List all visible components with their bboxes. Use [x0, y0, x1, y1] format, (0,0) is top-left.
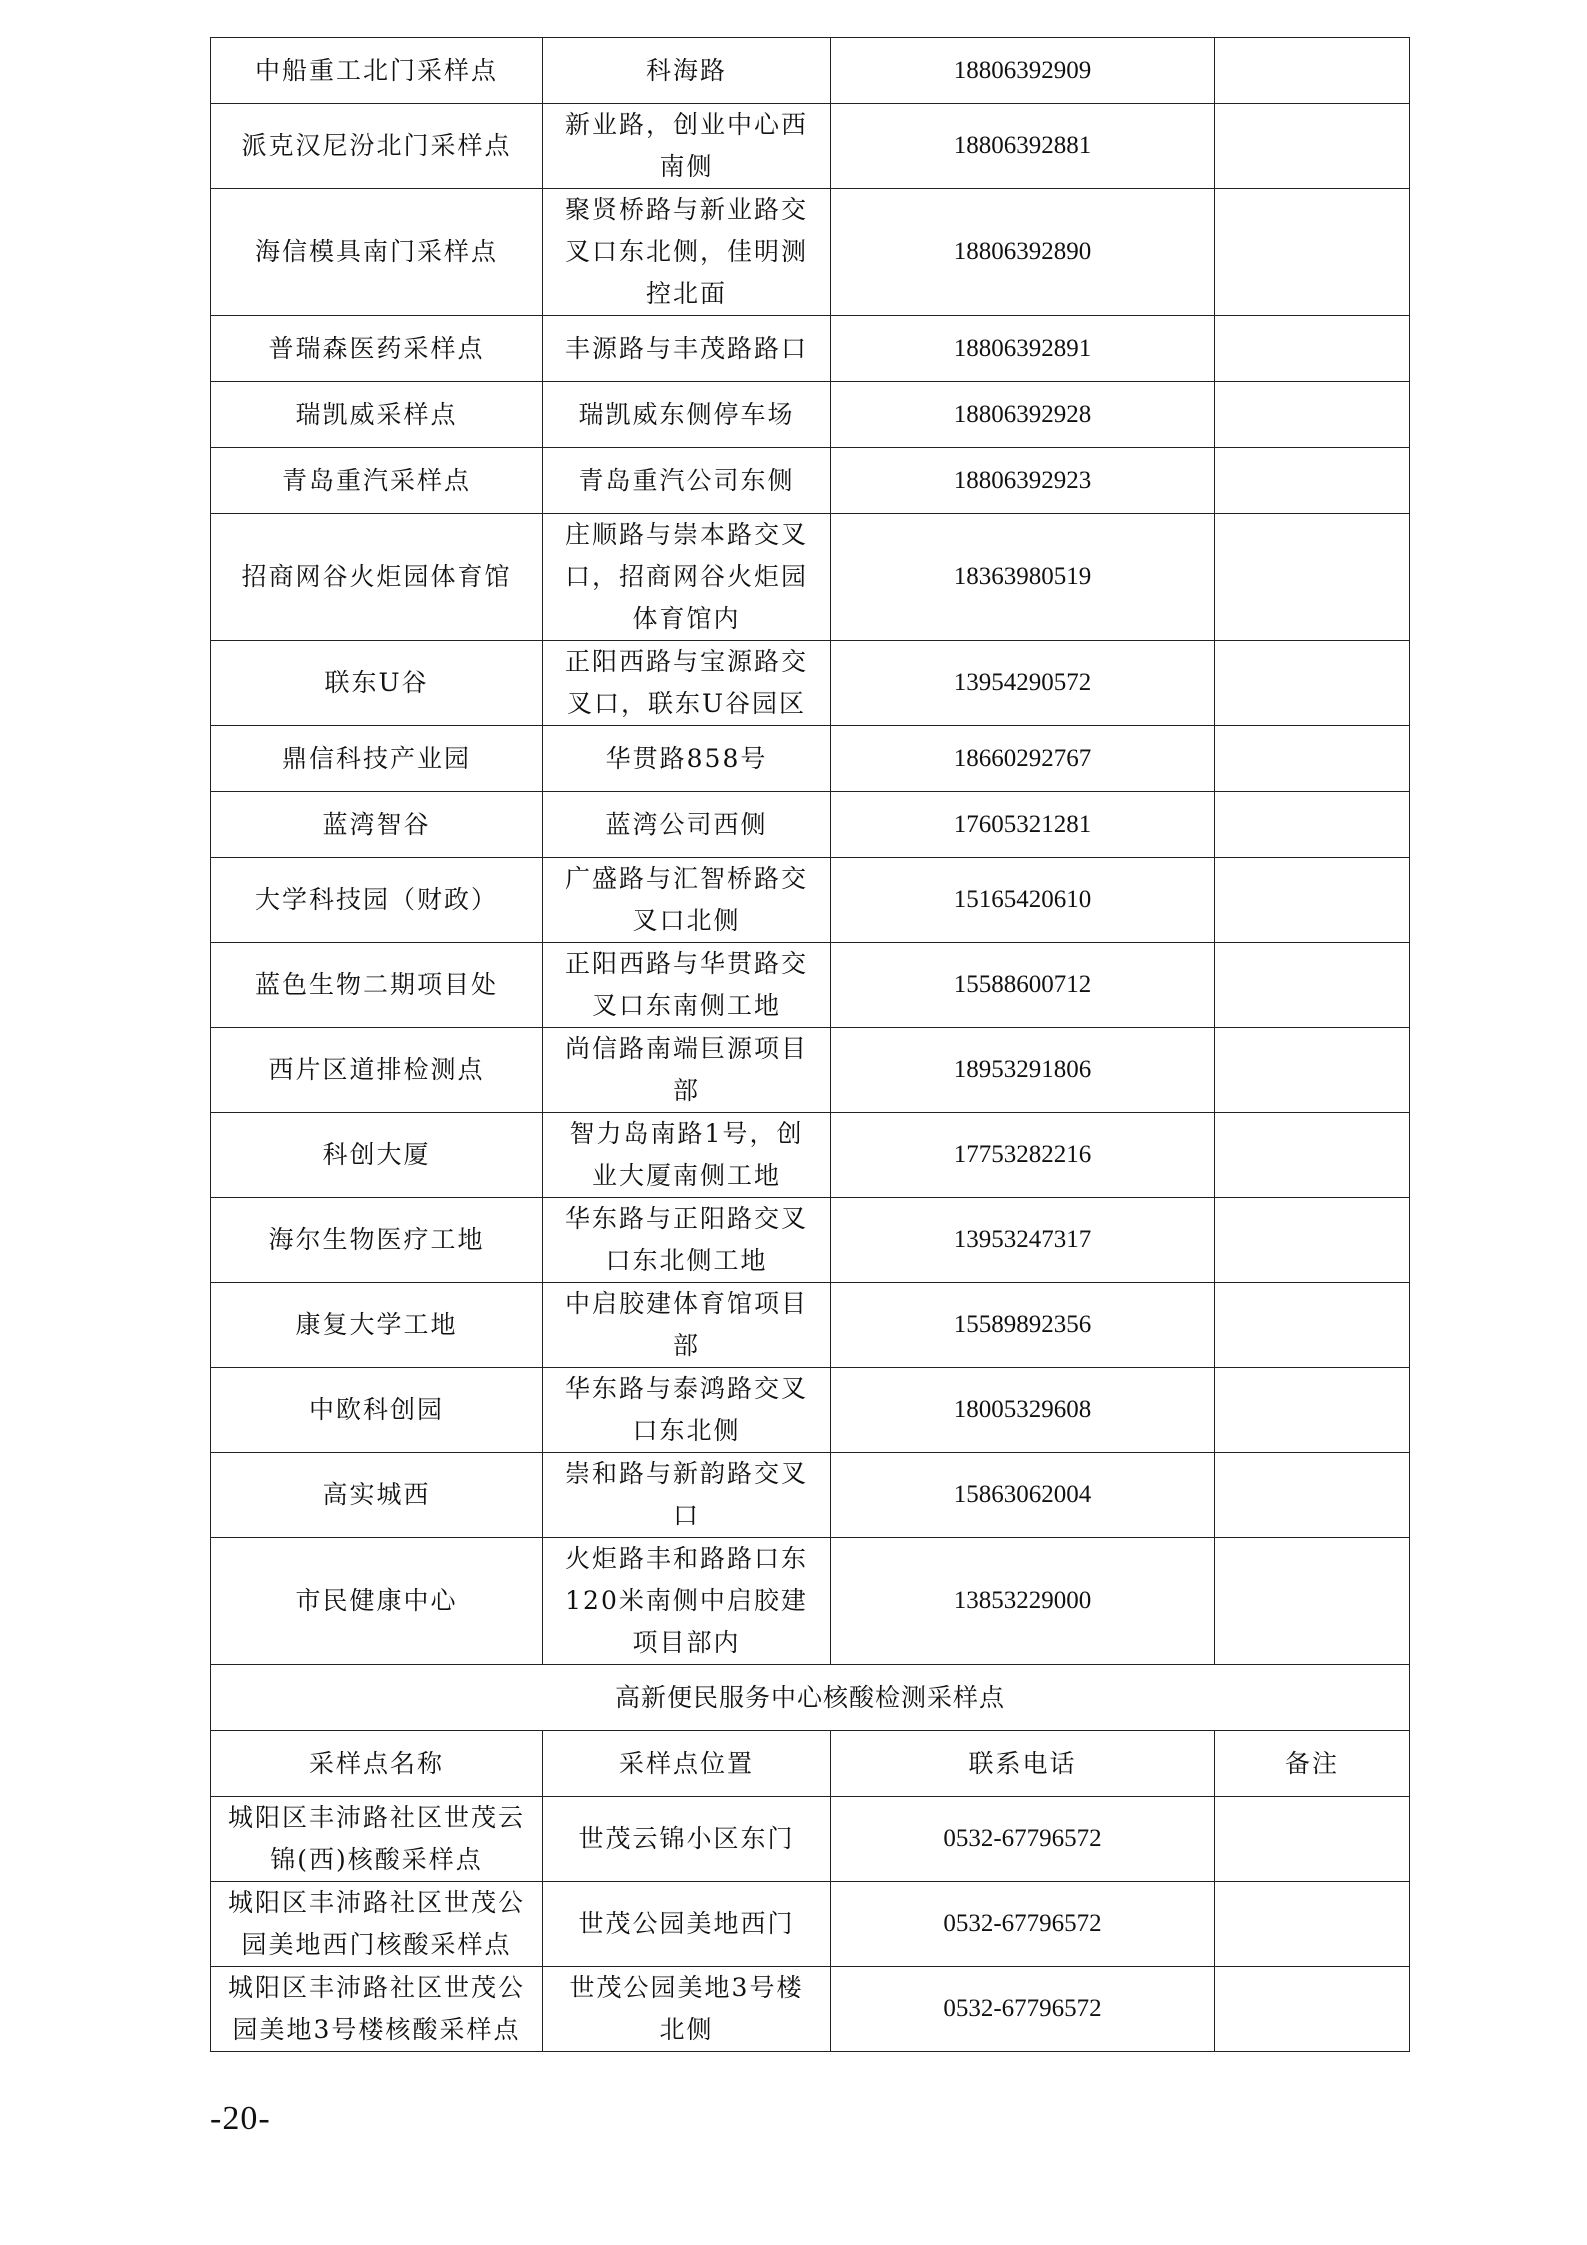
cell-location: 崇和路与新韵路交叉口	[543, 1453, 831, 1538]
cell-name: 高实城西	[211, 1453, 543, 1538]
cell-phone: 18005329608	[831, 1368, 1215, 1453]
table-row	[211, 641, 1410, 726]
cell-note	[1215, 1368, 1410, 1453]
header-phone: 联系电话	[831, 1731, 1215, 1797]
table-row	[211, 1882, 1410, 1967]
cell-phone: 17753282216	[831, 1113, 1215, 1198]
cell-note	[1215, 1198, 1410, 1283]
cell-location: 世茂公园美地3号楼北侧	[543, 1967, 831, 2052]
table-row	[211, 1113, 1410, 1198]
cell-name: 大学科技园（财政）	[211, 858, 543, 943]
table-row	[211, 1368, 1410, 1453]
table-row	[211, 1453, 1410, 1538]
cell-location: 蓝湾公司西侧	[543, 792, 831, 858]
cell-note	[1215, 1797, 1410, 1882]
cell-note	[1215, 382, 1410, 448]
cell-phone: 0532-67796572	[831, 1797, 1215, 1882]
table-row	[211, 1538, 1410, 1665]
cell-note	[1215, 514, 1410, 641]
cell-phone: 15589892356	[831, 1283, 1215, 1368]
table-row	[211, 382, 1410, 448]
cell-name: 联东U谷	[211, 641, 543, 726]
cell-phone: 13954290572	[831, 641, 1215, 726]
cell-note	[1215, 1028, 1410, 1113]
cell-note	[1215, 726, 1410, 792]
table-row	[211, 38, 1410, 104]
cell-phone: 18806392890	[831, 189, 1215, 316]
cell-name: 鼎信科技产业园	[211, 726, 543, 792]
cell-phone: 18363980519	[831, 514, 1215, 641]
table-row	[211, 1967, 1410, 2052]
cell-phone: 18660292767	[831, 726, 1215, 792]
cell-location: 瑞凯威东侧停车场	[543, 382, 831, 448]
cell-location: 尚信路南端巨源项目部	[543, 1028, 831, 1113]
table-row	[211, 858, 1410, 943]
cell-phone: 18953291806	[831, 1028, 1215, 1113]
cell-name: 蓝湾智谷	[211, 792, 543, 858]
cell-phone: 15165420610	[831, 858, 1215, 943]
section-header-body	[211, 1665, 1410, 1797]
cell-phone: 18806392923	[831, 448, 1215, 514]
table-row	[211, 726, 1410, 792]
table-row	[211, 1283, 1410, 1368]
cell-note	[1215, 1113, 1410, 1198]
table-body-part1	[211, 38, 1410, 1665]
table-row	[211, 1028, 1410, 1113]
cell-phone: 13853229000	[831, 1538, 1215, 1665]
cell-location: 火炬路丰和路路口东120米南侧中启胶建项目部内	[543, 1538, 831, 1665]
cell-note	[1215, 316, 1410, 382]
cell-note	[1215, 38, 1410, 104]
cell-name: 中船重工北门采样点	[211, 38, 543, 104]
sampling-points-table	[210, 37, 1410, 2052]
cell-name: 普瑞森医药采样点	[211, 316, 543, 382]
cell-location: 正阳西路与华贯路交叉口东南侧工地	[543, 943, 831, 1028]
cell-note	[1215, 1538, 1410, 1665]
table-row	[211, 104, 1410, 189]
section-title-row	[211, 1665, 1410, 1731]
table-row	[211, 792, 1410, 858]
cell-phone: 18806392928	[831, 382, 1215, 448]
cell-name: 城阳区丰沛路社区世茂公园美地西门核酸采样点	[211, 1882, 543, 1967]
cell-name: 蓝色生物二期项目处	[211, 943, 543, 1028]
cell-location: 中启胶建体育馆项目部	[543, 1283, 831, 1368]
page-number: -20-	[210, 2100, 271, 2137]
cell-name: 市民健康中心	[211, 1538, 543, 1665]
header-note: 备注	[1215, 1731, 1410, 1797]
cell-phone: 18806392891	[831, 316, 1215, 382]
cell-name: 西片区道排检测点	[211, 1028, 543, 1113]
cell-location: 智力岛南路1号，创业大厦南侧工地	[543, 1113, 831, 1198]
cell-location: 华贯路858号	[543, 726, 831, 792]
cell-location: 世茂公园美地西门	[543, 1882, 831, 1967]
cell-name: 瑞凯威采样点	[211, 382, 543, 448]
cell-name: 城阳区丰沛路社区世茂公园美地3号楼核酸采样点	[211, 1967, 543, 2052]
cell-note	[1215, 1283, 1410, 1368]
cell-name: 海信模具南门采样点	[211, 189, 543, 316]
cell-phone: 17605321281	[831, 792, 1215, 858]
cell-location: 华东路与正阳路交叉口东北侧工地	[543, 1198, 831, 1283]
table-row	[211, 316, 1410, 382]
cell-note	[1215, 792, 1410, 858]
cell-location: 丰源路与丰茂路路口	[543, 316, 831, 382]
cell-location: 广盛路与汇智桥路交叉口北侧	[543, 858, 831, 943]
cell-location: 庄顺路与崇本路交叉口，招商网谷火炬园体育馆内	[543, 514, 831, 641]
cell-location: 新业路，创业中心西南侧	[543, 104, 831, 189]
cell-location: 青岛重汽公司东侧	[543, 448, 831, 514]
table-body-part2	[211, 1797, 1410, 2052]
cell-location: 正阳西路与宝源路交叉口，联东U谷园区	[543, 641, 831, 726]
cell-location: 聚贤桥路与新业路交叉口东北侧，佳明测控北面	[543, 189, 831, 316]
cell-note	[1215, 448, 1410, 514]
cell-phone: 15588600712	[831, 943, 1215, 1028]
table-row	[211, 514, 1410, 641]
cell-name: 招商网谷火炬园体育馆	[211, 514, 543, 641]
cell-note	[1215, 104, 1410, 189]
cell-note	[1215, 641, 1410, 726]
cell-note	[1215, 943, 1410, 1028]
cell-note	[1215, 1967, 1410, 2052]
cell-phone: 15863062004	[831, 1453, 1215, 1538]
table-row	[211, 943, 1410, 1028]
cell-phone: 18806392881	[831, 104, 1215, 189]
table-row	[211, 189, 1410, 316]
table-row	[211, 1198, 1410, 1283]
cell-name: 青岛重汽采样点	[211, 448, 543, 514]
cell-phone: 0532-67796572	[831, 1882, 1215, 1967]
cell-note	[1215, 189, 1410, 316]
cell-name: 科创大厦	[211, 1113, 543, 1198]
cell-name: 康复大学工地	[211, 1283, 543, 1368]
cell-name: 城阳区丰沛路社区世茂云锦(西)核酸采样点	[211, 1797, 543, 1882]
section-title: 高新便民服务中心核酸检测采样点	[211, 1665, 1410, 1731]
table-row	[211, 1797, 1410, 1882]
column-header-row	[211, 1731, 1410, 1797]
header-name: 采样点名称	[211, 1731, 543, 1797]
cell-note	[1215, 1882, 1410, 1967]
cell-name: 中欧科创园	[211, 1368, 543, 1453]
cell-phone: 13953247317	[831, 1198, 1215, 1283]
cell-note	[1215, 1453, 1410, 1538]
cell-note	[1215, 858, 1410, 943]
table-row	[211, 448, 1410, 514]
cell-location: 科海路	[543, 38, 831, 104]
cell-phone: 0532-67796572	[831, 1967, 1215, 2052]
cell-location: 世茂云锦小区东门	[543, 1797, 831, 1882]
cell-location: 华东路与泰鸿路交叉口东北侧	[543, 1368, 831, 1453]
header-location: 采样点位置	[543, 1731, 831, 1797]
cell-name: 派克汉尼汾北门采样点	[211, 104, 543, 189]
cell-phone: 18806392909	[831, 38, 1215, 104]
cell-name: 海尔生物医疗工地	[211, 1198, 543, 1283]
